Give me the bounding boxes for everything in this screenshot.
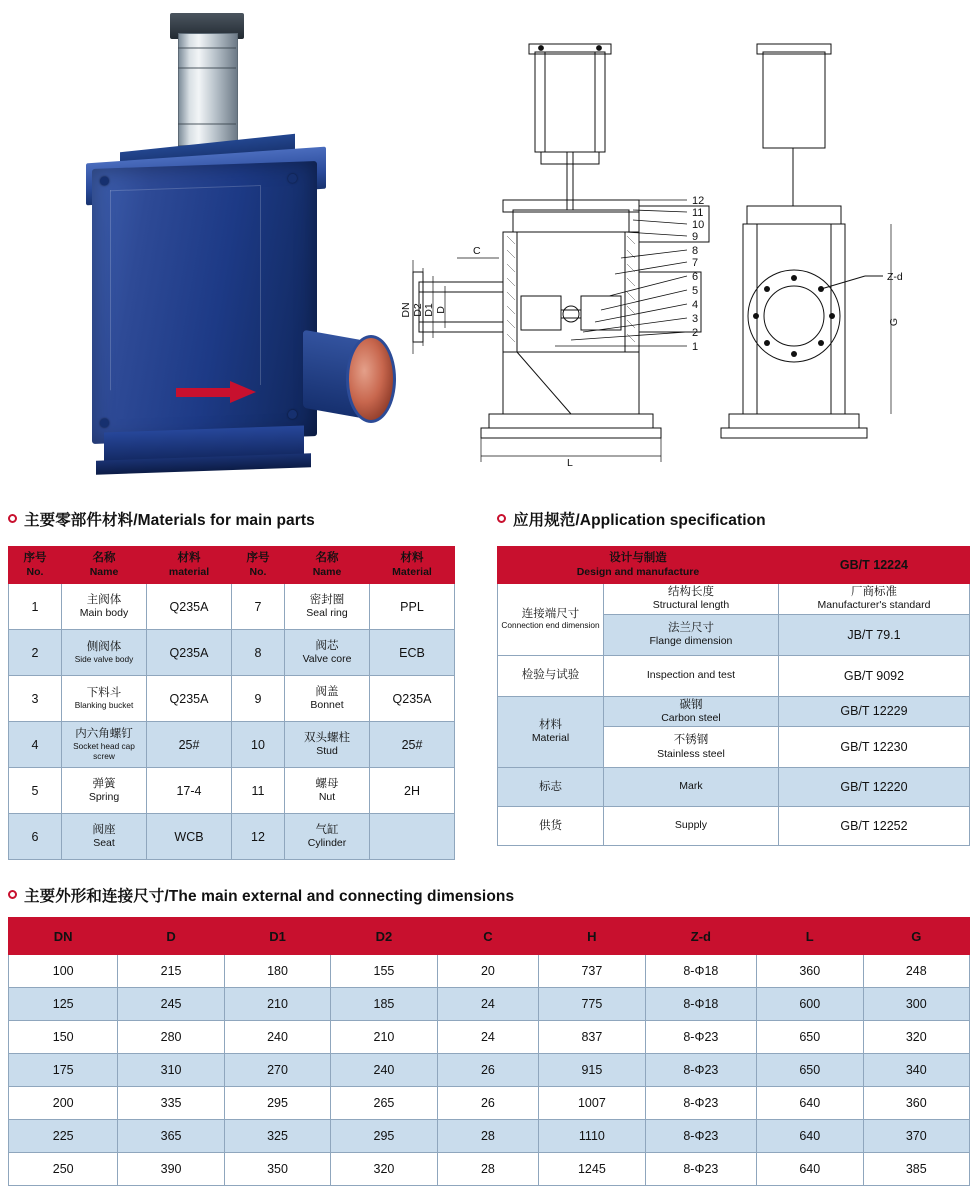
table-row [9,1153,970,1186]
cell-h: 1245 [539,1153,646,1186]
cell-inspection-label: 检验与试验 [498,655,604,696]
cell-h: 837 [539,1021,646,1054]
header-cell: 序号 No. [9,547,62,584]
header-cell-l: L [757,918,863,955]
cell-d: 280 [118,1021,224,1054]
svg-text:1: 1 [692,341,699,353]
cell-standard: GB/T 12230 [778,727,969,768]
svg-text:D: D [435,306,447,314]
cell-name: 螺母 Nut [285,768,370,814]
cell-zd: 8-Φ23 [645,1021,756,1054]
table-row [9,1021,970,1054]
cell-material: 25# [370,722,455,768]
cell-h: 1007 [539,1087,646,1120]
dimensions-section-title: 主要外形和连接尺寸/The main external and connecting dimensions [8,884,514,906]
outlet-port [346,335,396,423]
header-cell-dn: DN [9,918,118,955]
cell-zd: 8-Φ23 [645,1054,756,1087]
cell-material-label: 材料 Material [498,696,604,768]
svg-text:C: C [473,245,481,257]
cell-no: 2 [9,630,62,676]
cell-standard: GB/T 12220 [778,768,969,807]
cell-name: 弹簧 Spring [62,768,147,814]
cell-d2: 265 [331,1087,437,1120]
table-row [9,768,455,814]
cell-name: 阀盖 Bonnet [285,676,370,722]
svg-text:9: 9 [692,231,699,243]
cell-d: 245 [118,988,224,1021]
cell-d: 310 [118,1054,224,1087]
cell-no: 9 [232,676,285,722]
cell-d2: 320 [331,1153,437,1186]
valve-main-body [92,161,317,444]
cell-d2: 185 [331,988,437,1021]
header-cell-d1: D1 [224,918,330,955]
cell-g: 340 [863,1054,970,1087]
cell-connection-end: 连接端尺寸 Connection end dimension [498,584,604,656]
cell-l: 640 [757,1087,863,1120]
cell-supply-label: 供货 [498,807,604,846]
appspec-section-title: 应用规范/Application specification [497,508,766,530]
cell-h: 915 [539,1054,646,1087]
pneumatic-valve-photo [60,5,390,485]
cell-material: Q235A [370,676,455,722]
bullet-icon [497,514,506,523]
cell-d2: 210 [331,1021,437,1054]
cell-material: 25# [147,722,232,768]
cell-name: 阀座 Seat [62,814,147,860]
svg-text:6: 6 [692,271,699,283]
svg-text:7: 7 [692,257,699,269]
header-cell-h: H [539,918,646,955]
header-cell: 材料 material [147,547,232,584]
cell-d1: 295 [224,1087,330,1120]
application-specification-table [497,546,970,846]
cell-l: 360 [757,955,863,988]
cell-material: 2H [370,768,455,814]
header-cell-g: G [863,918,970,955]
cell-c: 26 [437,1054,538,1087]
cell-d1: 210 [224,988,330,1021]
cell-d1: 270 [224,1054,330,1087]
cell-material: Q235A [147,584,232,630]
cell-structural-length: 结构长度 Structural length [603,584,778,615]
cell-material: Q235A [147,630,232,676]
cell-dn: 250 [9,1153,118,1186]
cell-l: 600 [757,988,863,1021]
table-row [9,988,970,1021]
table-row [9,1087,970,1120]
svg-text:10: 10 [692,219,705,231]
svg-text:L: L [567,457,573,469]
table-row [498,807,970,846]
table-header-row [9,547,455,584]
cell-dn: 125 [9,988,118,1021]
cell-g: 300 [863,988,970,1021]
cell-l: 650 [757,1021,863,1054]
cell-standard: GB/T 9092 [778,655,969,696]
cell-inspection-en: Inspection and test [603,655,778,696]
cell-l: 640 [757,1153,863,1186]
cell-c: 24 [437,988,538,1021]
cell-no: 12 [232,814,285,860]
cell-name: 气缸 Cylinder [285,814,370,860]
svg-text:5: 5 [692,285,699,297]
svg-text:3: 3 [692,313,699,325]
cell-d: 365 [118,1120,224,1153]
cell-h: 1110 [539,1120,646,1153]
cell-g: 248 [863,955,970,988]
cell-no: 5 [9,768,62,814]
cell-no: 7 [232,584,285,630]
svg-text:D1: D1 [423,303,435,317]
cell-d: 215 [118,955,224,988]
svg-text:2: 2 [692,327,699,339]
table-row [9,630,455,676]
svg-text:Z-d: Z-d [887,271,903,283]
cell-dn: 225 [9,1120,118,1153]
cell-d1: 325 [224,1120,330,1153]
svg-text:8: 8 [692,245,699,257]
product-illustration-area [0,0,970,495]
cell-no: 8 [232,630,285,676]
table-row [9,955,970,988]
cell-dn: 100 [9,955,118,988]
table-header-row [498,547,970,584]
cell-standard: GB/T 12229 [778,696,969,727]
cell-zd: 8-Φ23 [645,1153,756,1186]
cell-h: 775 [539,988,646,1021]
cell-no: 3 [9,676,62,722]
materials-table [8,546,455,860]
cell-zd: 8-Φ23 [645,1120,756,1153]
svg-text:12: 12 [692,195,705,207]
cell-supply-en: Supply [603,807,778,846]
table-row [9,814,455,860]
bullet-icon [8,890,17,899]
cell-mark-label: 标志 [498,768,604,807]
cell-c: 24 [437,1021,538,1054]
cell-dn: 200 [9,1087,118,1120]
cell-material: WCB [147,814,232,860]
cell-c: 20 [437,955,538,988]
cell-c: 28 [437,1120,538,1153]
cell-d2: 295 [331,1120,437,1153]
cell-g: 360 [863,1087,970,1120]
cell-g: 385 [863,1153,970,1186]
svg-text:4: 4 [692,299,699,311]
flow-direction-arrow [176,385,258,399]
cell-d1: 180 [224,955,330,988]
svg-text:D2: D2 [412,303,424,317]
cell-d: 335 [118,1087,224,1120]
drawing-callout-numbers [692,195,704,353]
header-cell: 材料 Material [370,547,455,584]
header-cell-c: C [437,918,538,955]
cell-name: 下料斗 Blanking bucket [62,676,147,722]
cell-zd: 8-Φ23 [645,1087,756,1120]
bullet-icon [8,514,17,523]
svg-text:G: G [888,317,900,327]
cell-no: 6 [9,814,62,860]
table-row [498,696,970,727]
cell-stainless-steel: 不锈钢 Stainless steel [603,727,778,768]
cell-standard: 厂商标准 Manufacturer's standard [778,584,969,615]
table-header-row [9,918,970,955]
table-row [498,768,970,807]
cell-material: PPL [370,584,455,630]
cell-material: Q235A [147,676,232,722]
cell-name: 侧阀体 Side valve body [62,630,147,676]
header-cell: 序号 No. [232,547,285,584]
table-row [9,676,455,722]
dimensions-table [8,917,970,1186]
table-row [9,584,455,630]
cell-dn: 175 [9,1054,118,1087]
cell-dn: 150 [9,1021,118,1054]
header-cell-d: D [118,918,224,955]
cell-carbon-steel: 碳钢 Carbon steel [603,696,778,727]
table-row [9,1120,970,1153]
cell-h: 737 [539,955,646,988]
cell-zd: 8-Φ18 [645,988,756,1021]
header-cell: 名称 Name [62,547,147,584]
cell-material [370,814,455,860]
header-cell-d2: D2 [331,918,437,955]
cell-no: 4 [9,722,62,768]
cell-name: 密封圈 Seal ring [285,584,370,630]
cell-d1: 240 [224,1021,330,1054]
cell-no: 1 [9,584,62,630]
cell-standard: JB/T 79.1 [778,614,969,655]
cell-c: 26 [437,1087,538,1120]
header-cell-standard: GB/T 12224 [778,547,969,584]
cell-l: 650 [757,1054,863,1087]
cell-no: 10 [232,722,285,768]
cell-material: ECB [370,630,455,676]
cell-zd: 8-Φ18 [645,955,756,988]
cell-l: 640 [757,1120,863,1153]
cell-material: 17-4 [147,768,232,814]
cell-d: 390 [118,1153,224,1186]
cell-d2: 155 [331,955,437,988]
header-cell-zd: Z-d [645,918,756,955]
cell-g: 320 [863,1021,970,1054]
table-row [9,722,455,768]
header-cell: 名称 Name [285,547,370,584]
cell-name: 阀芯 Valve core [285,630,370,676]
cell-name: 双头螺柱 Stud [285,722,370,768]
table-row [9,1054,970,1087]
svg-text:DN: DN [400,302,412,318]
svg-text:11: 11 [692,207,704,219]
cell-name: 主阀体 Main body [62,584,147,630]
cell-flange-dimension: 法兰尺寸 Flange dimension [603,614,778,655]
cell-d1: 350 [224,1153,330,1186]
cell-d2: 240 [331,1054,437,1087]
cell-c: 28 [437,1153,538,1186]
materials-section-title: 主要零部件材料/Materials for main parts [8,508,315,530]
header-cell-design: 设计与制造 Design and manufacture [498,547,779,584]
table-row [498,655,970,696]
table-row [498,584,970,615]
cell-mark-en: Mark [603,768,778,807]
cell-g: 370 [863,1120,970,1153]
cell-standard: GB/T 12252 [778,807,969,846]
cell-no: 11 [232,768,285,814]
engineering-drawing [395,10,970,490]
cell-name: 内六角螺钉 Socket head cap screw [62,722,147,768]
